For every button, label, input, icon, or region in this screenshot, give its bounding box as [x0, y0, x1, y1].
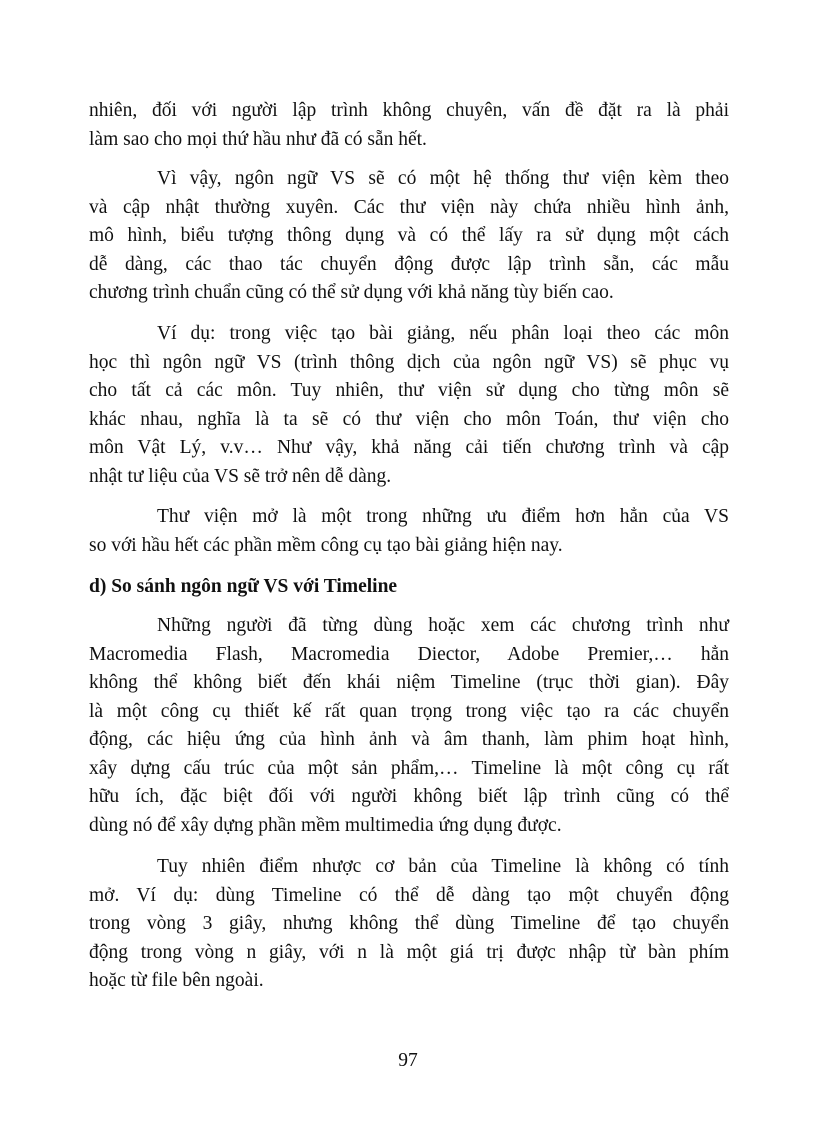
text-line: nhiên, đối với người lập trình không chuyên, vấn đề đặt ra là phải — [89, 100, 729, 121]
text-line: Những người đã từng dùng hoặc xem các chương trình như — [157, 615, 729, 636]
text-line: không thể không biết đến khái niệm Timeline (trục thời gian). Đây — [89, 672, 729, 693]
text-line: Ví dụ: trong việc tạo bài giảng, nếu phân loại theo các môn — [157, 323, 729, 344]
paragraph-library — [89, 165, 729, 308]
text-line: môn Vật Lý, v.v… Như vậy, khả năng cải tiến chương trình và cập — [89, 437, 729, 458]
text-line: dễ dàng, các thao tác chuyển động được lập trình sẵn, các mẫu — [89, 253, 729, 275]
text-line: dùng nó để xây dựng phần mềm multimedia ứng dụng được. — [89, 814, 562, 836]
text-line: học thì ngôn ngữ VS (trình thông dịch của ngôn ngữ VS) sẽ phục vụ — [89, 351, 729, 373]
text-line: động, các hiệu ứng của hình ảnh và âm thanh, làm phim hoạt hình, — [89, 729, 729, 750]
paragraph-intro-continuation — [89, 97, 729, 154]
text-line: hữu ích, đặc biệt đối với người không biết lập trình cũng có thể — [89, 786, 729, 807]
text-line: là một công cụ thiết kế rất quan trọng trong việc tạo ra các chuyển — [89, 700, 729, 722]
paragraph-example — [89, 320, 729, 491]
text-line: khác nhau, nghĩa là ta sẽ có thư viện cho môn Toán, thư viện cho — [89, 408, 729, 430]
heading-text: d) So sánh ngôn ngữ VS với Timeline — [89, 576, 398, 597]
section-heading — [89, 573, 729, 602]
text-line: Tuy nhiên điểm nhược cơ bản của Timeline là không có tính — [157, 856, 729, 877]
page-number: 97 — [398, 1050, 418, 1071]
text-line: Vì vậy, ngôn ngữ VS sẽ có một hệ thống thư viện kèm theo — [157, 168, 729, 189]
text-line: chương trình chuẩn cũng có thể sử dụng với khả năng tùy biến cao. — [89, 282, 614, 303]
text-line: cho tất cả các môn. Tuy nhiên, thư viện sử dụng cho từng môn sẽ — [89, 380, 729, 401]
text-line: và cập nhật thường xuyên. Các thư viện này chứa nhiều hình ảnh, — [89, 196, 729, 218]
paragraph-timeline-weakness — [89, 853, 729, 996]
paragraph-timeline-intro — [89, 612, 729, 840]
text-line: nhật tư liệu của VS sẽ trở nên dễ dàng. — [89, 465, 392, 487]
text-line: làm sao cho mọi thứ hầu như đã có sẵn hết. — [89, 128, 427, 150]
text-line: Thư viện mở là một trong những ưu điểm hơn hẳn của VS — [157, 506, 729, 527]
text-line: so với hầu hết các phần mềm công cụ tạo bài giảng hiện nay. — [89, 534, 563, 556]
text-line: mở. Ví dụ: dùng Timeline có thể dễ dàng tạo một chuyển động — [89, 884, 729, 906]
text-line: động trong vòng n giây, với n là một giá trị được nhập từ bàn phím — [89, 941, 729, 963]
text-line: hoặc từ file bên ngoài. — [89, 970, 264, 991]
paragraph-open-library — [89, 503, 729, 560]
text-line: mô hình, biểu tượng thông dụng và có thể lấy ra sử dụng một cách — [89, 225, 729, 246]
text-line: trong vòng 3 giây, nhưng không thể dùng Timeline để tạo chuyển — [89, 913, 729, 934]
text-line: Macromedia Flash, Macromedia Diector, Adobe Premier,… hẳn — [89, 643, 729, 665]
text-line: xây dựng cấu trúc của một sản phẩm,… Timeline là một công cụ rất — [89, 757, 729, 779]
